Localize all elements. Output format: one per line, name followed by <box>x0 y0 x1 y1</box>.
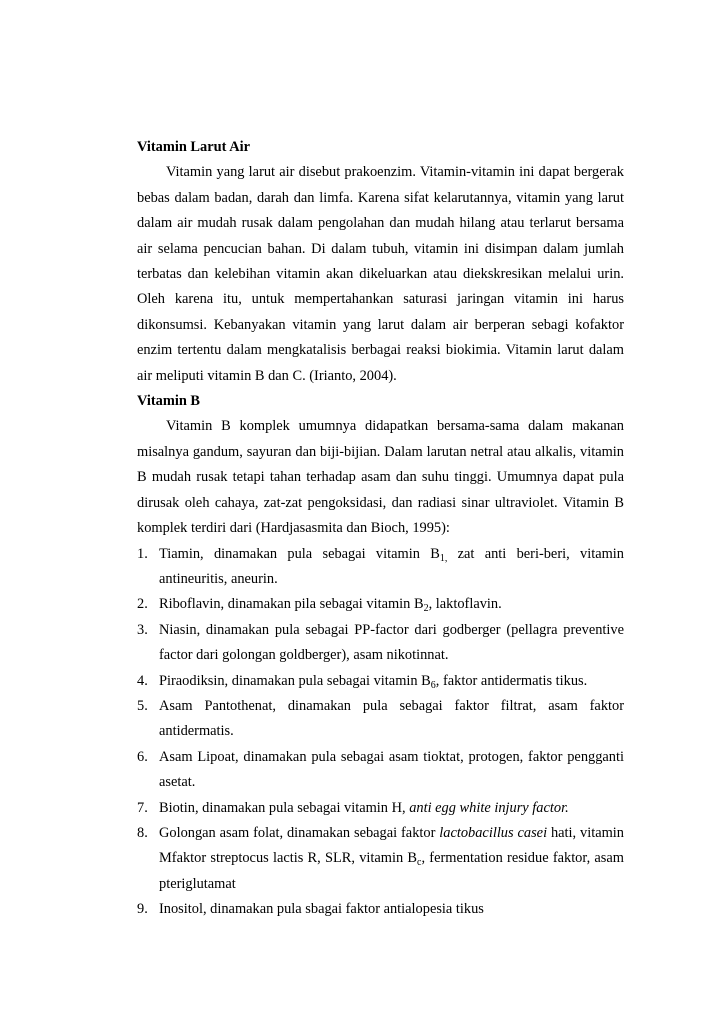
list-item <box>137 542 624 593</box>
list-item <box>137 694 624 745</box>
subscript: c <box>417 857 422 869</box>
list-item <box>137 821 624 897</box>
list-text: , fermentation residue faktor, asam pteriglutamat <box>159 850 624 892</box>
list-text: Biotin, dinamakan pula sebagai vitamin H, <box>159 799 410 816</box>
list-text: Asam Lipoat, dinamakan pula sebagai asam tioktat, protogen, faktor pengganti asetat. <box>159 748 624 791</box>
section-heading-vitamin-b: Vitamin B <box>137 393 201 410</box>
subscript: 1, <box>439 552 448 564</box>
list-item <box>137 897 624 922</box>
list-number: 4. <box>137 672 148 689</box>
list-text: , faktor antidermatis tikus. <box>435 672 588 689</box>
list-number: 9. <box>137 901 148 918</box>
paragraph-vitamin-larut-air: Vitamin yang larut air disebut prakoenzim. Vitamin-vitamin ini dapat bergerak bebas dalam badan, darah dan limfa. Karena sifat kelarutannya, vitamin yang larut dalam air mudah rusak dalam pengolahan dan mudah hilang atau terlarut bersama air selama pencucian bahan. Di dalam tubuh, vitamin ini disimpan dalam jumlah terbatas dan kelebihan vitamin akan dikeluarkan atau diekskresikan melalui urin. Oleh karena itu, untuk mempertahankan saturasi jaringan vitamin ini harus dikonsumsi. Kebanyakan vitamin yang larut dalam air berperan sebagi kofaktor enzim tertentu dalam mengkatalisis berbagai reaksi biokimia. Vitamin larut dalam air meliputi vitamin B dan C. (Irianto, 2004). <box>137 164 624 384</box>
subscript: 2 <box>423 603 429 615</box>
list-number: 3. <box>137 621 148 638</box>
document-page <box>137 135 624 923</box>
list-item <box>137 745 624 796</box>
list-item <box>137 618 624 669</box>
vitamin-b-list <box>137 542 624 923</box>
list-text: Riboflavin, dinamakan pila sebagai vitamin B <box>159 596 424 613</box>
list-number: 2. <box>137 596 148 613</box>
list-number: 5. <box>137 697 148 714</box>
list-item <box>137 796 624 821</box>
list-number: 7. <box>137 799 148 816</box>
list-text: hati, vitamin Mfaktor streptocus lactis R, SLR, vitamin B <box>159 824 624 867</box>
subscript: 6 <box>430 679 436 691</box>
list-item <box>137 669 624 694</box>
list-number: 8. <box>137 824 148 841</box>
list-text: Tiamin, dinamakan pula sebagai vitamin B <box>159 545 440 562</box>
italic-text: anti egg white injury factor. <box>409 799 569 816</box>
list-text: , laktoflavin. <box>428 596 502 613</box>
list-number: 1. <box>137 545 148 562</box>
list-text: Piraodiksin, dinamakan pula sebagai vitamin B <box>159 672 431 689</box>
list-number: 6. <box>137 748 148 765</box>
list-text: zat anti beri-beri, vitamin antineuritis, aneurin. <box>159 545 624 587</box>
list-text: Golongan asam folat, dinamakan sebagai faktor <box>159 824 440 841</box>
list-text: Asam Pantothenat, dinamakan pula sebagai faktor filtrat, asam faktor antidermatis. <box>159 697 624 740</box>
list-text: Inositol, dinamakan pula sbagai faktor antialopesia tikus <box>159 901 484 918</box>
paragraph-vitamin-b: Vitamin B komplek umumnya didapatkan bersama-sama dalam makanan misalnya gandum, sayuran dan biji-bijian. Dalam larutan netral atau alkalis, vitamin B mudah rusak tetapi tahan terhadap asam dan suhu tinggi. Umumnya dapat pula dirusak oleh cahaya, zat-zat pengoksidasi, dan radiasi sinar ultraviolet. Vitamin B komplek terdiri dari (Hardjasasmita dan Bioch, 1995): <box>137 418 624 537</box>
list-item <box>137 592 624 617</box>
list-text: Niasin, dinamakan pula sebagai PP-factor dari godberger (pellagra preventive factor dari golongan goldberger), asam nikotinnat. <box>159 621 624 664</box>
italic-text: lactobacillus casei <box>439 824 548 841</box>
section-heading-vitamin-larut-air: Vitamin Larut Air <box>137 139 250 155</box>
